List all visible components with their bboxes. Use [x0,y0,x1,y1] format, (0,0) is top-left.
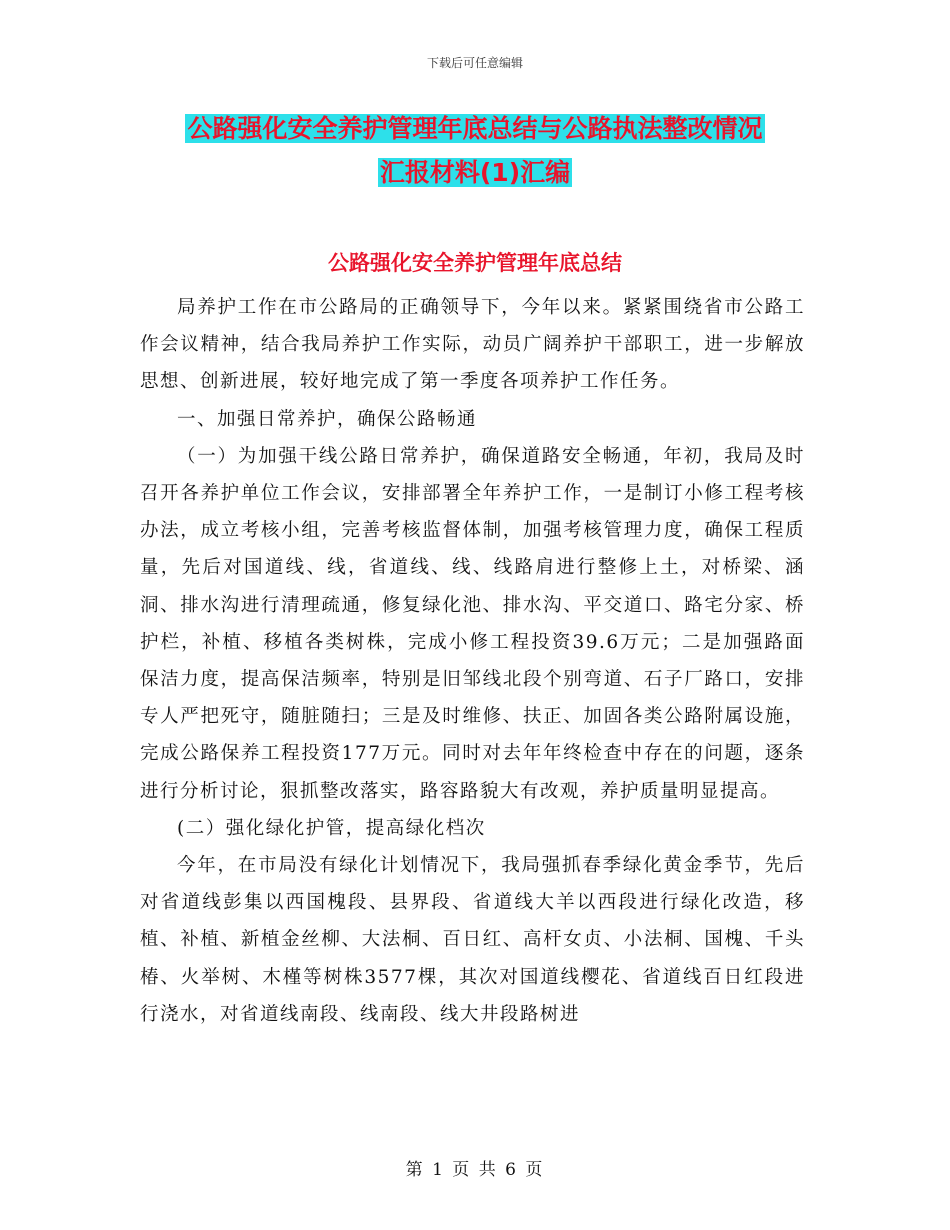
section-title: 公路强化安全养护管理年底总结 [328,251,622,275]
document-title-line-1 [0,112,950,146]
document-title-line-2 [0,156,950,190]
paragraph-greening: 今年，在市局没有绿化计划情况下，我局强抓春季绿化黄金季节，先后对省道线彭集以西国槐段、县界段、省道线大羊以西段进行绿化改造，移植、补植、新植金丝柳、大法桐、百日红、高杆女贞、小法桐、国槐、千头椿、火举树、木槿等树株3577棵，其次对国道线樱花、省道线百日红段进行浇水，对省道线南段、线南段、线大井段路树进 [140,855,805,1025]
paragraph-subsection-1: （一）为加强干线公路日常养护，确保道路安全畅通，年初，我局及时召开各养护单位工作会议，安排部署全年养护工作，一是制订小修工程考核办法，成立考核小组，完善考核监督体制，加强考核管理力度，确保工程质量，先后对国道线、线，省道线、线、线路肩进行整修上土，对桥梁、涵洞、排水沟进行清理疏通，修复绿化池、排水沟、平交道口、路宅分家、桥护栏，补植、移植各类树株，完成小修工程投资39.6万元；二是加强路面保洁力度，提高保洁频率，特别是旧邹线北段个别弯道、石子厂路口，安排专人严把死守，随脏随扫；三是及时维修、扶正、加固各类公路附属设施，完成公路保养工程投资177万元。同时对去年年终检查中存在的问题，逐条进行分析讨论，狠抓整改落实，路容路貌大有改观，养护质量明显提高。 [140,445,805,802]
paragraph-intro: 局养护工作在市公路局的正确领导下，今年以来。紧紧围绕省市公路工作会议精神，结合我局养护工作实际，动员广阔养护干部职工，进一步解放思想、创新进展，较好地完成了第一季度各项养护工作任务。 [140,297,805,393]
heading-section-1: 一、加强日常养护，确保公路畅通 [177,408,478,430]
document-title-text-2: 汇报材料(1)汇编 [379,158,571,187]
heading-subsection-2: (二）强化绿化护管，提高绿化档次 [177,817,486,839]
document-body [140,289,805,1033]
page-footer: 第 1 页 共 6 页 [405,1160,545,1180]
header-note: 下载后可任意编辑 [426,56,523,70]
document-title-text-1: 公路强化安全养护管理年底总结与公路执法整改情况 [187,114,763,143]
